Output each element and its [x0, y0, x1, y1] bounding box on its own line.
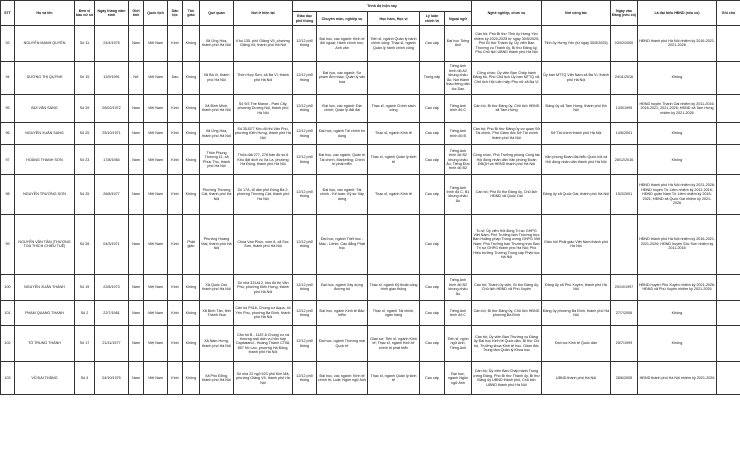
cell-stt: 94	[1, 61, 15, 94]
cell-name: NGUYỄN TRƯỜNG SƠN	[15, 175, 75, 214]
header-degree: Học hàm, Học vị	[368, 12, 420, 26]
cell-stt: 95	[1, 94, 15, 122]
cell-workplace: Ủy ban MTTQ Việt Nam xã Ba Vì, thành phố Hà Nội	[542, 61, 611, 94]
cell-degree: Thạc sĩ, ngành Quản lý kinh tế	[368, 362, 420, 395]
cell-job: Cán bộ; Bí thư Đảng ủy, Chủ tịch HĐND phường Ba Đình	[472, 300, 542, 325]
cell-ethnicity: Kinh	[168, 214, 183, 274]
cell-general-edu: 12/12 phổ thông	[293, 326, 317, 362]
cell-residence: Căn hộ B - 1187-6 Chung cư và thương mại dịch vụ hỗn hợp Capitaland - Hoàng Thành CT08, 557 Hồ Lao, phường Hà Đông, thành phố Hà Nội	[234, 326, 293, 362]
cell-note	[717, 61, 740, 94]
cell-ethnicity: Kinh	[168, 362, 183, 395]
cell-hometown: Xã Nam Hưng, thành phố Hà Nội	[200, 326, 234, 362]
cell-delegate: HĐND thành phố Hà Nội nhiệm kỳ 2021-2026	[638, 362, 717, 395]
cell-residence: Số nhà 22 ngõ 523 phố Kim Mã, phường Giảng Võ, thành phố Hà Nội	[234, 362, 293, 395]
cell-delegate: Không	[638, 300, 717, 325]
header-workplace: Nơi công tác	[542, 1, 611, 26]
cell-workplace: Đảng ủy xã Phú Xuyên, thành phố Hà Nội	[542, 274, 611, 300]
cell-dob: 04/3/1971	[95, 214, 129, 274]
cell-dob: 22/8/1973	[95, 274, 129, 300]
cell-language: Tiếng Anh trình độ C, B1 khung châu Âu	[445, 175, 472, 214]
cell-professional: Đại học, các ngành: Địa chính; Quản lý đất đai	[317, 94, 368, 122]
cell-ethnicity: Kinh	[168, 274, 183, 300]
table-row	[1, 326, 740, 362]
cell-ethnicity: Kinh	[168, 326, 183, 362]
cell-gender: Nam	[129, 175, 144, 214]
cell-degree: Giáo sư; Tiến sĩ, ngành Kinh tế; Thạc sĩ, ngành Kinh tế chính trị phát triển	[368, 326, 420, 362]
cell-residence: Thửa đất 277, 278 bản đồ số 6 Khu đất dịch vụ Xa La, phường Hà Đông, thành phố Hà Nội	[234, 145, 293, 175]
cell-residence: Căn hộ P416, Chung cư Aqua, 44 Yên Phụ, phường Ba Đình, thành phố Hà Nội	[234, 300, 293, 325]
cell-hometown: Phường Hoàng Mai, thành phố Hà Nội	[200, 214, 234, 274]
cell-nationality: Việt Nam	[144, 26, 168, 61]
cell-dob: 05/02/1972	[95, 94, 129, 122]
cell-political: Cao cấp	[420, 145, 445, 175]
cell-gender: Nam	[129, 326, 144, 362]
cell-professional: Đại học, các ngành: Kinh tế chính trị; Luật; Ngôn ngữ Anh	[317, 362, 368, 395]
cell-job: Cán bộ; Bí thư Đảng ủy, Chủ tịch HĐND xã Tam Hưng	[472, 94, 542, 122]
cell-hometown: Xã Ứng Hòa, thành phố Hà Nội	[200, 122, 234, 144]
table-row	[1, 274, 740, 300]
cell-unit: Số 29	[75, 94, 95, 122]
cell-religion: Không	[183, 300, 200, 325]
header-political: Lý luận chính trị	[420, 12, 445, 26]
cell-job: Cán bộ; Ủy viên Ban Thường vụ Đảng ủy Đại học Kinh tế Quốc dân, Bí thư Chi bộ, Trưởng khoa Kinh tế học, Giám đốc Trung tâm Quản lý Khoa học	[472, 326, 542, 362]
cell-delegate: Không	[638, 61, 717, 94]
cell-nationality: Việt Nam	[144, 274, 168, 300]
cell-unit: Số 11	[75, 26, 95, 61]
header-unit: Đơn vị bầu cử số	[75, 1, 95, 26]
cell-party-date	[611, 214, 638, 274]
cell-degree: Thạc sĩ, ngành Kinh tế	[368, 122, 420, 144]
cell-note	[717, 362, 740, 395]
cell-residence: Số 17A, tổ dân phố Đông Ba 2, phường Thượng Cát, thành phố Hà Nội	[234, 175, 293, 214]
header-name: Họ và tên	[15, 1, 75, 26]
cell-language	[445, 214, 472, 274]
cell-general-edu: 12/12 phổ thông	[293, 274, 317, 300]
cell-name: NGUYỄN XUÂN THÀNH	[15, 274, 75, 300]
cell-delegate: Không	[638, 145, 717, 175]
header-nationality: Quốc tịch	[144, 1, 168, 26]
cell-professional: Đại học, các ngành: Tài chính - Kế toán; Kỹ sư Xây dựng	[317, 175, 368, 214]
cell-note	[717, 300, 740, 325]
cell-delegate: HĐND thành phố Hà Nội nhiệm kỳ 2016-2021, 2021-2026	[638, 26, 717, 61]
cell-unit: Số 25	[75, 122, 95, 144]
cell-degree: Thạc sĩ, ngành Tài chính, ngân hàng	[368, 300, 420, 325]
header-gender: Giới tính	[129, 1, 144, 26]
cell-religion: Phật giáo	[183, 214, 200, 274]
cell-stt: 102	[1, 326, 15, 362]
cell-residence: Khu 135, phố Giảng Võ, phường Giảng Võ, thành phố Hà Nội	[234, 26, 293, 61]
cell-political: Cao cấp	[420, 94, 445, 122]
cell-gender: Nam	[129, 214, 144, 274]
cell-hometown: Xã Bình Tân, tỉnh Thanh Hóa	[200, 300, 234, 325]
cell-ethnicity: Kinh	[168, 145, 183, 175]
table-row	[1, 122, 740, 144]
cell-party-date: 13/5/1999	[611, 94, 638, 122]
cell-general-edu: 12/12 phổ thông	[293, 214, 317, 274]
cell-job: Cán bộ; Phó Bí thư Đảng ủy, Chủ tịch HĐND xã Quốc Oai	[472, 175, 542, 214]
cell-professional: Đại học, ngành Kinh tế Bảo hiểm	[317, 300, 368, 325]
cell-nationality: Việt Nam	[144, 122, 168, 144]
cell-nationality: Việt Nam	[144, 145, 168, 175]
cell-gender: Nam	[129, 145, 144, 175]
cell-general-edu: 12/12 phổ thông	[293, 175, 317, 214]
cell-party-date: 03/02/2000	[611, 26, 638, 61]
cell-general-edu: 12/12 phổ thông	[293, 26, 317, 61]
cell-name: NGUYỄN XUÂN SANG	[15, 122, 75, 144]
header-professional: Chuyên môn, nghiệp vụ	[317, 12, 368, 26]
cell-party-date: 28/12/2016	[611, 145, 638, 175]
cell-unit: Số 19	[75, 274, 95, 300]
cell-job: Cán bộ; Thành ủy viên, Bí thư Đảng ủy, Chủ tịch HĐND xã Phú Xuyên	[472, 274, 542, 300]
cell-professional: Đại học, ngành Xây dựng đường bộ	[317, 274, 368, 300]
cell-political: Cao cấp	[420, 300, 445, 325]
cell-religion: Không	[183, 145, 200, 175]
cell-professional: Đại học, ngành Thương mại Quốc tế	[317, 326, 368, 362]
cell-general-edu: 12/12 phổ thông	[293, 94, 317, 122]
cell-unit: Số 17	[75, 326, 95, 362]
cell-language: Đại học, ngành Ngôn ngữ Anh	[445, 362, 472, 395]
cell-workplace: Giáo hội Phật giáo Việt Nam thành phố Hà Nội	[542, 214, 611, 274]
table-row	[1, 26, 740, 61]
cell-stt: 100	[1, 274, 15, 300]
cell-language: Tiếng Anh trình độ C	[445, 94, 472, 122]
cell-stt: 93	[1, 26, 15, 61]
cell-workplace: Văn phòng Đoàn đại biểu Quốc hội và Hội đồng nhân dân thành phố Hà Nội	[542, 145, 611, 175]
cell-delegate: HĐND huyện Phú Xuyên nhiệm kỳ 2021-2026; HĐND xã Phú Xuyên nhiệm kỳ 2021-2026	[638, 274, 717, 300]
cell-residence: Thôn Hợp Sơn, xã Ba Vì, thành phố Hà Nội	[234, 61, 293, 94]
cell-party-date: 14/6/2001	[611, 122, 638, 144]
cell-party-date: 20/10/1997	[611, 274, 638, 300]
cell-degree	[368, 61, 420, 94]
cell-note	[717, 274, 740, 300]
header-dob: Ngày tháng năm sinh	[95, 1, 129, 26]
cell-dob: 25/10/1971	[95, 122, 129, 144]
cell-name: NGUYỄN VĂN TÂM (THƯỢNG TỌA THÍCH CHIẾU TUỆ)	[15, 214, 75, 274]
cell-hometown: Xã Quốc Oai, thành phố Hà Nội	[200, 274, 234, 300]
cell-hometown: Thôn Phụng Thượng 11, xã Phúc Thọ, thành phố Hà Nội	[200, 145, 234, 175]
cell-ethnicity: Dao	[168, 61, 183, 94]
cell-unit: Số 23	[75, 145, 95, 175]
cell-stt: 103	[1, 362, 15, 395]
cell-degree: Thạc sĩ, ngành Chính sách công	[368, 94, 420, 122]
cell-ethnicity: Kinh	[168, 94, 183, 122]
cell-political: Trung cấp	[420, 61, 445, 94]
header-delegate: Là đại biểu HĐND (nếu có)	[638, 1, 717, 26]
cell-note	[717, 214, 740, 274]
cell-residence: Số nhà 331A12, khu đô thị Văn Phú, phường Kiến Hưng, thành phố Hà Nội	[234, 274, 293, 300]
header-job: Nghề nghiệp, chức vụ	[472, 1, 542, 26]
cell-nationality: Việt Nam	[144, 214, 168, 274]
table-row	[1, 145, 740, 175]
cell-job: Công chức; Ủy viên Ban Chấp hành Đảng bộ, Phó Chủ tịch Ủy ban MTTQ xã, Chủ tịch Hội Liên hiệp Phụ nữ xã Ba Vì	[472, 61, 542, 94]
cell-dob: 21/11/1977	[95, 326, 129, 362]
cell-ethnicity: Kinh	[168, 26, 183, 61]
header-religion: Tôn giáo	[183, 1, 200, 26]
cell-ethnicity: Kinh	[168, 175, 183, 214]
cell-degree: Thạc sĩ, ngành Kỹ thuật công trình giao thông	[368, 274, 420, 300]
cell-religion: Không	[183, 274, 200, 300]
header-hometown: Quê quán	[200, 1, 234, 26]
cell-gender: Nam	[129, 300, 144, 325]
header-residence: Nơi ở hiện tại	[234, 1, 293, 26]
cell-note	[717, 175, 740, 214]
cell-nationality: Việt Nam	[144, 300, 168, 325]
cell-language: Tiếng Anh trình độ B2 khung châu Âu; Tiếng Đức trình độ B2	[445, 145, 472, 175]
cell-residence: Số 35-B77 Khu đô thị Văn Phú, phường Kiến Hưng, thành phố Hà Nội	[234, 122, 293, 144]
cell-ethnicity: Kinh	[168, 300, 183, 325]
cell-unit: Số 15	[75, 61, 95, 94]
cell-nationality: Việt Nam	[144, 94, 168, 122]
table-row	[1, 94, 740, 122]
header-education-group: Trình độ hiện nay	[293, 1, 472, 12]
cell-note	[717, 122, 740, 144]
table-row	[1, 362, 740, 395]
cell-workplace: Đại học Kinh tế Quốc dân	[542, 326, 611, 362]
cell-professional: Đại học, các ngành: Kinh tế đối ngoại; Hành chính học; Anh văn	[317, 26, 368, 61]
cell-name: NGUYỄN MẠNH QUYỀN	[15, 26, 75, 61]
cell-degree: Thạc sĩ, ngành Kinh tế	[368, 175, 420, 214]
cell-language: Tiếng Anh trình độ C	[445, 300, 472, 325]
cell-religion: Không	[183, 26, 200, 61]
cell-political: Cao cấp	[420, 26, 445, 61]
cell-professional: Đại học, ngành Triết học - Mác - Lênin; Cao đẳng Phật học	[317, 214, 368, 274]
cell-general-edu: 12/12 phổ thông	[293, 300, 317, 325]
cell-religion: Không	[183, 61, 200, 94]
cell-general-edu: 12/12 phổ thông	[293, 362, 317, 395]
cell-dob: 04/10/1975	[95, 362, 129, 395]
cell-gender: Nam	[129, 122, 144, 144]
cell-gender: Nam	[129, 274, 144, 300]
cell-delegate: HĐND thành phố Hà Nội nhiệm kỳ 2016-2021, 2021-2026; HĐND huyện Sóc Sơn nhiệm kỳ 2011-2016	[638, 214, 717, 274]
cell-stt: 99	[1, 214, 15, 274]
cell-party-date: 24/11/2016	[611, 61, 638, 94]
table-row	[1, 214, 740, 274]
header-ethnicity: Dân tộc	[168, 1, 183, 26]
cell-professional: Đại học, các ngành: Sư phạm Âm nhạc; Quản lý văn hóa	[317, 61, 368, 94]
cell-hometown: Phường Thượng Cát, thành phố Hà Nội	[200, 175, 234, 214]
cell-name: BÙI VĂN SÁNG	[15, 94, 75, 122]
cell-residence: Số 9/3 The Manor - Park City, phường Dương Nội, thành phố Hà Nội	[234, 94, 293, 122]
cell-job: Cán bộ; Ủy viên Ban Chấp hành Trung ương Đảng, Phó Bí thư Thành ủy, Bí thư Đảng ủy UBND thành phố, Chủ tịch UBND thành phố Hà Nội	[472, 362, 542, 395]
cell-nationality: Việt Nam	[144, 61, 168, 94]
cell-job: Cán bộ; Phó Bí thư Tỉnh ủy Hưng Yên nhiệm kỳ 2020-2025 từ ngày 30/5/2025; Phó Bí thư Thành ủy, Ủy viên Ban Thường vụ Thành ủy, Bí thư Đảng ủy, Phó Chủ tịch UBND thành phố Hà Nội	[472, 26, 542, 61]
cell-political: Cao cấp	[420, 175, 445, 214]
header-stt: STT	[1, 1, 15, 26]
cell-job: Công chức, Phó Trưởng phòng Công tác Hội đồng nhân dân Văn phòng Đoàn ĐBQH và HĐND thành phố Hà Nội	[472, 145, 542, 175]
header-note: Ghi chú	[717, 1, 740, 26]
cell-gender: Nam	[129, 26, 144, 61]
cell-general-edu: 12/12 phổ thông	[293, 122, 317, 144]
cell-delegate: Không	[638, 326, 717, 362]
header-language: Ngoại ngữ	[445, 12, 472, 26]
cell-dob: 12/9/1991	[95, 61, 129, 94]
cell-party-date: 28/6/2005	[611, 362, 638, 395]
header-general-edu: Giáo dục phổ thông	[293, 12, 317, 26]
cell-religion: Không	[183, 175, 200, 214]
cell-gender: Nam	[129, 362, 144, 395]
cell-language: Tiếng Anh trình độ B2 khung châu Âu	[445, 274, 472, 300]
cell-political: Cao cấp	[420, 214, 445, 274]
cell-hometown: Xã Ứng Hòa, thành phố Hà Nội	[200, 26, 234, 61]
cell-dob: 24/4/1975	[95, 26, 129, 61]
cell-stt: 97	[1, 145, 15, 175]
cell-party-date: 15/3/2001	[611, 175, 638, 214]
table-row	[1, 175, 740, 214]
cell-job: Cán bộ; Phó Bí thư Đảng ủy cơ quan Sở Tài chính, Phó Giám đốc Sở Tài chính thành phố Hà Nội	[472, 122, 542, 144]
cell-workplace: Đảng ủy phường Ba Đình, thành phố Hà Nội	[542, 300, 611, 325]
cell-professional: Đại học, các ngành: Quản trị Tài chính, Marketing; Chính trị phát triển	[317, 145, 368, 175]
cell-workplace: Sở Tài chính thành phố Hà Nội	[542, 122, 611, 144]
cell-dob: 22/7/1981	[95, 300, 129, 325]
cell-delegate: Không	[638, 122, 717, 144]
cell-nationality: Việt Nam	[144, 175, 168, 214]
cell-name: VŨ ĐẠI THẮNG	[15, 362, 75, 395]
cell-name: PHẠM QUANG THANH	[15, 300, 75, 325]
cell-unit: Số 4	[75, 362, 95, 395]
cell-language: Đại học Tiếng Anh	[445, 26, 472, 61]
cell-political: Cao cấp	[420, 274, 445, 300]
cell-language: Tiến sĩ, ngôn ngữ Anh; Tiếng Anh	[445, 326, 472, 362]
cell-unit: Số 28	[75, 214, 95, 274]
cell-gender: Nữ	[129, 61, 144, 94]
cell-note	[717, 94, 740, 122]
cell-language: Tiếng Anh trình độ A2 khung châu Âu; Nói thành thạo tiếng dân tộc Dao	[445, 61, 472, 94]
cell-religion: Không	[183, 94, 200, 122]
cell-name: TÔ TRUNG THÀNH	[15, 326, 75, 362]
cell-religion: Không	[183, 326, 200, 362]
table-row	[1, 300, 740, 325]
cell-workplace: UBND thành phố Hà Nội	[542, 362, 611, 395]
cell-professional: Đại học, ngành Tài chính tín dụng	[317, 122, 368, 144]
cell-hometown: Xã Bình Minh, thành phố Hà Nội	[200, 94, 234, 122]
cell-nationality: Việt Nam	[144, 326, 168, 362]
cell-gender: Nam	[129, 94, 144, 122]
cell-dob: 26/8/1977	[95, 175, 129, 214]
cell-workplace: Đảng ủy xã Tam Hưng, thành phố Hà Nội	[542, 94, 611, 122]
cell-stt: 101	[1, 300, 15, 325]
cell-language: Tiếng Anh trình độ B	[445, 122, 472, 144]
cell-job: Tu sĩ; Ủy viên Hội đồng Trị sự GHPG Việt Nam; Phó Trưởng ban Thường trực Ban Hoằng pháp Trung ương GHPG Việt Nam; Phó Trưởng ban Thường trực Ban Trị sự GHPG thành phố Hà Nội; Phó Hiệu trưởng Trường Trung cấp Phật học Hà Nội	[472, 214, 542, 274]
cell-general-edu: 12/12 phổ thông	[293, 61, 317, 94]
cell-name: DƯƠNG THỊ QUỲNH	[15, 61, 75, 94]
cell-unit: Số 2	[75, 300, 95, 325]
cell-hometown: Xã Phù Đổng, thành phố Hà Nội	[200, 362, 234, 395]
cell-note	[717, 145, 740, 175]
cell-religion: Không	[183, 362, 200, 395]
cell-note	[717, 326, 740, 362]
cell-workplace: Tỉnh ủy Hưng Yên (từ ngày 30/5/2025)	[542, 26, 611, 61]
cell-workplace: Đảng ủy xã Quốc Oai, thành phố Hà Nội	[542, 175, 611, 214]
cell-residence: Chùa Vạn Phúc, xóm 6, xã Sóc Sơn, thành phố Hà Nội	[234, 214, 293, 274]
cell-delegate: HĐND thành phố Hà Nội nhiệm kỳ 2021-2026; HĐND huyện Từ Liêm nhiệm kỳ 2011-2016; HĐND quận Nam Từ Liêm nhiệm kỳ 2016-2021; HĐND xã Quốc Oai nhiệm kỳ 2021-2026	[638, 175, 717, 214]
cell-name: HOÀNG THANH SƠN	[15, 145, 75, 175]
cell-note	[717, 26, 740, 61]
cell-political: Cao cấp	[420, 326, 445, 362]
cell-political: Cao cấp	[420, 362, 445, 395]
cell-dob: 17/8/1984	[95, 145, 129, 175]
cell-religion: Không	[183, 122, 200, 144]
cell-delegate: HĐND huyện Thanh Oai nhiệm kỳ 2011-2016; 2016-2021; 2021-2026; HĐND xã Tam Hưng nhiệm kỳ 2021-2026	[638, 94, 717, 122]
cell-political: Cao cấp	[420, 122, 445, 144]
cell-stt: 98	[1, 175, 15, 214]
cell-ethnicity: Kinh	[168, 122, 183, 144]
cell-party-date: 25/7/1999	[611, 326, 638, 362]
cell-unit: Số 25	[75, 175, 95, 214]
cell-degree: Tiến sĩ, ngành Quản lý hành chính công; Thạc sĩ, ngành Quản lý hành chính công	[368, 26, 420, 61]
table-row	[1, 61, 740, 94]
cell-degree	[368, 214, 420, 274]
cell-stt: 96	[1, 122, 15, 144]
cell-nationality: Việt Nam	[144, 362, 168, 395]
cell-hometown: Xã Ba Vì, thành phố Hà Nội	[200, 61, 234, 94]
header-party-date: Ngày vào Đảng (nếu có)	[611, 1, 638, 26]
cell-party-date: 27/7/2006	[611, 300, 638, 325]
cell-general-edu: 12/12 phổ thông	[293, 145, 317, 175]
cell-degree: Thạc sĩ, ngành Quản lý kinh tế	[368, 145, 420, 175]
